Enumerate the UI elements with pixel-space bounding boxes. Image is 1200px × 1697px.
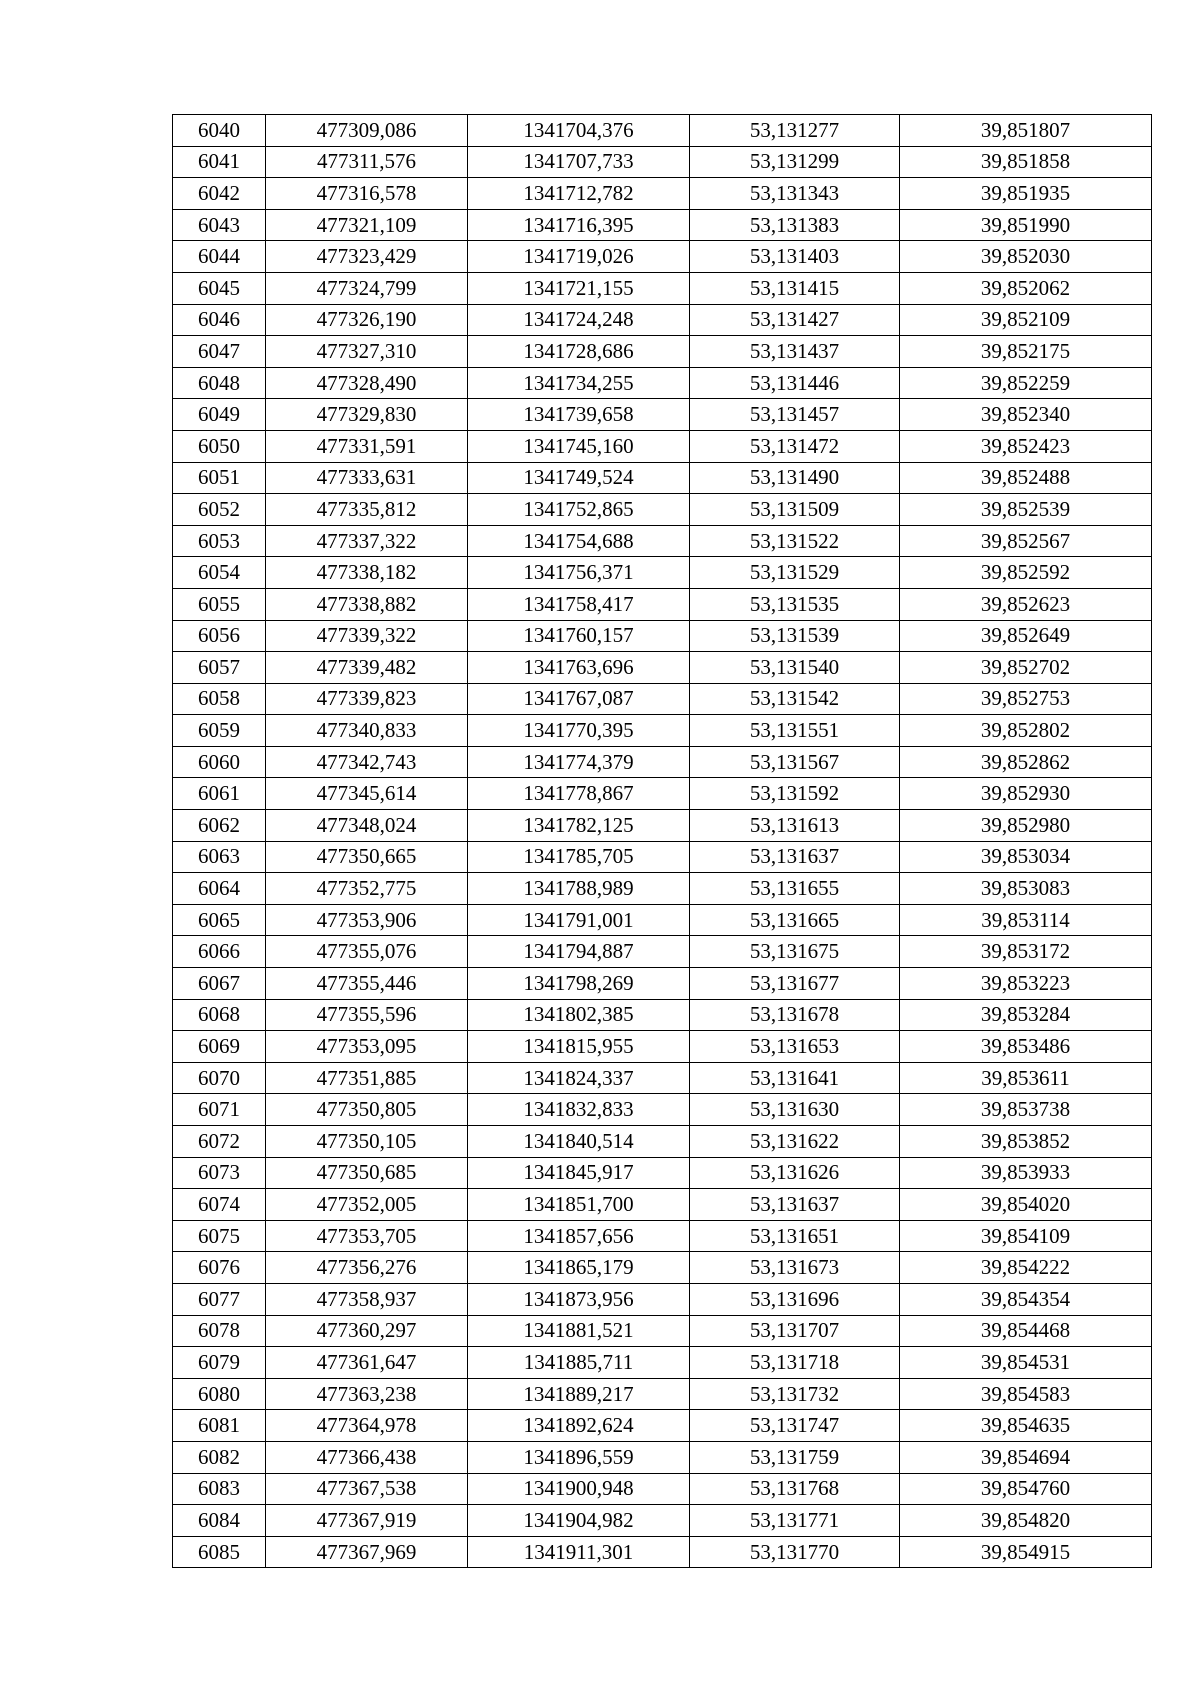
latitude-cell: 53,131677 <box>690 968 900 1000</box>
table-row <box>173 304 1152 336</box>
table-row <box>173 683 1152 715</box>
y-coordinate-cell: 1341745,160 <box>468 430 690 462</box>
point-number-cell: 6084 <box>173 1505 266 1537</box>
table-row <box>173 494 1152 526</box>
longitude-cell: 39,852753 <box>900 683 1152 715</box>
table-row <box>173 1031 1152 1063</box>
point-number-cell: 6043 <box>173 209 266 241</box>
latitude-cell: 53,131383 <box>690 209 900 241</box>
point-number-cell: 6051 <box>173 462 266 494</box>
point-number-cell: 6040 <box>173 115 266 147</box>
longitude-cell: 39,852488 <box>900 462 1152 494</box>
longitude-cell: 39,852423 <box>900 430 1152 462</box>
point-number-cell: 6080 <box>173 1378 266 1410</box>
point-number-cell: 6041 <box>173 146 266 178</box>
point-number-cell: 6050 <box>173 430 266 462</box>
longitude-cell: 39,852980 <box>900 810 1152 842</box>
coordinates-table <box>172 114 1152 1568</box>
x-coordinate-cell: 477333,631 <box>266 462 468 494</box>
x-coordinate-cell: 477353,705 <box>266 1220 468 1252</box>
y-coordinate-cell: 1341734,255 <box>468 367 690 399</box>
latitude-cell: 53,131768 <box>690 1473 900 1505</box>
x-coordinate-cell: 477353,906 <box>266 904 468 936</box>
longitude-cell: 39,852539 <box>900 494 1152 526</box>
point-number-cell: 6046 <box>173 304 266 336</box>
table-row <box>173 1347 1152 1379</box>
y-coordinate-cell: 1341739,658 <box>468 399 690 431</box>
table-row <box>173 1505 1152 1537</box>
point-number-cell: 6042 <box>173 178 266 210</box>
x-coordinate-cell: 477331,591 <box>266 430 468 462</box>
table-row <box>173 746 1152 778</box>
latitude-cell: 53,131613 <box>690 810 900 842</box>
latitude-cell: 53,131427 <box>690 304 900 336</box>
latitude-cell: 53,131535 <box>690 588 900 620</box>
y-coordinate-cell: 1341716,395 <box>468 209 690 241</box>
x-coordinate-cell: 477358,937 <box>266 1283 468 1315</box>
y-coordinate-cell: 1341749,524 <box>468 462 690 494</box>
point-number-cell: 6045 <box>173 272 266 304</box>
point-number-cell: 6085 <box>173 1536 266 1568</box>
longitude-cell: 39,853083 <box>900 873 1152 905</box>
longitude-cell: 39,854915 <box>900 1536 1152 1568</box>
latitude-cell: 53,131759 <box>690 1441 900 1473</box>
y-coordinate-cell: 1341721,155 <box>468 272 690 304</box>
y-coordinate-cell: 1341873,956 <box>468 1283 690 1315</box>
y-coordinate-cell: 1341885,711 <box>468 1347 690 1379</box>
latitude-cell: 53,131637 <box>690 1189 900 1221</box>
latitude-cell: 53,131630 <box>690 1094 900 1126</box>
longitude-cell: 39,853223 <box>900 968 1152 1000</box>
longitude-cell: 39,852702 <box>900 652 1152 684</box>
longitude-cell: 39,851858 <box>900 146 1152 178</box>
point-number-cell: 6068 <box>173 999 266 1031</box>
point-number-cell: 6044 <box>173 241 266 273</box>
latitude-cell: 53,131641 <box>690 1062 900 1094</box>
longitude-cell: 39,852649 <box>900 620 1152 652</box>
table-row <box>173 1062 1152 1094</box>
x-coordinate-cell: 477352,005 <box>266 1189 468 1221</box>
point-number-cell: 6075 <box>173 1220 266 1252</box>
y-coordinate-cell: 1341791,001 <box>468 904 690 936</box>
latitude-cell: 53,131567 <box>690 746 900 778</box>
table-row <box>173 1189 1152 1221</box>
latitude-cell: 53,131707 <box>690 1315 900 1347</box>
longitude-cell: 39,852802 <box>900 715 1152 747</box>
point-number-cell: 6072 <box>173 1126 266 1158</box>
longitude-cell: 39,852862 <box>900 746 1152 778</box>
y-coordinate-cell: 1341881,521 <box>468 1315 690 1347</box>
y-coordinate-cell: 1341889,217 <box>468 1378 690 1410</box>
y-coordinate-cell: 1341719,026 <box>468 241 690 273</box>
x-coordinate-cell: 477367,969 <box>266 1536 468 1568</box>
latitude-cell: 53,131718 <box>690 1347 900 1379</box>
table-row <box>173 399 1152 431</box>
table-row <box>173 367 1152 399</box>
point-number-cell: 6057 <box>173 652 266 684</box>
table-row <box>173 336 1152 368</box>
latitude-cell: 53,131277 <box>690 115 900 147</box>
x-coordinate-cell: 477316,578 <box>266 178 468 210</box>
point-number-cell: 6069 <box>173 1031 266 1063</box>
latitude-cell: 53,131299 <box>690 146 900 178</box>
longitude-cell: 39,854354 <box>900 1283 1152 1315</box>
table-row <box>173 1220 1152 1252</box>
x-coordinate-cell: 477321,109 <box>266 209 468 241</box>
y-coordinate-cell: 1341754,688 <box>468 525 690 557</box>
table-row <box>173 620 1152 652</box>
x-coordinate-cell: 477367,538 <box>266 1473 468 1505</box>
table-row <box>173 115 1152 147</box>
x-coordinate-cell: 477309,086 <box>266 115 468 147</box>
y-coordinate-cell: 1341900,948 <box>468 1473 690 1505</box>
x-coordinate-cell: 477353,095 <box>266 1031 468 1063</box>
latitude-cell: 53,131403 <box>690 241 900 273</box>
y-coordinate-cell: 1341704,376 <box>468 115 690 147</box>
table-row <box>173 999 1152 1031</box>
y-coordinate-cell: 1341896,559 <box>468 1441 690 1473</box>
table-row <box>173 873 1152 905</box>
longitude-cell: 39,851935 <box>900 178 1152 210</box>
y-coordinate-cell: 1341752,865 <box>468 494 690 526</box>
table-row <box>173 178 1152 210</box>
point-number-cell: 6060 <box>173 746 266 778</box>
table-row <box>173 272 1152 304</box>
latitude-cell: 53,131529 <box>690 557 900 589</box>
longitude-cell: 39,852623 <box>900 588 1152 620</box>
y-coordinate-cell: 1341728,686 <box>468 336 690 368</box>
x-coordinate-cell: 477351,885 <box>266 1062 468 1094</box>
y-coordinate-cell: 1341824,337 <box>468 1062 690 1094</box>
point-number-cell: 6052 <box>173 494 266 526</box>
table-row <box>173 1283 1152 1315</box>
latitude-cell: 53,131626 <box>690 1157 900 1189</box>
point-number-cell: 6081 <box>173 1410 266 1442</box>
x-coordinate-cell: 477364,978 <box>266 1410 468 1442</box>
x-coordinate-cell: 477355,076 <box>266 936 468 968</box>
x-coordinate-cell: 477350,685 <box>266 1157 468 1189</box>
y-coordinate-cell: 1341857,656 <box>468 1220 690 1252</box>
point-number-cell: 6047 <box>173 336 266 368</box>
x-coordinate-cell: 477329,830 <box>266 399 468 431</box>
longitude-cell: 39,854109 <box>900 1220 1152 1252</box>
x-coordinate-cell: 477350,805 <box>266 1094 468 1126</box>
y-coordinate-cell: 1341832,833 <box>468 1094 690 1126</box>
latitude-cell: 53,131653 <box>690 1031 900 1063</box>
table-row <box>173 904 1152 936</box>
point-number-cell: 6059 <box>173 715 266 747</box>
latitude-cell: 53,131540 <box>690 652 900 684</box>
latitude-cell: 53,131490 <box>690 462 900 494</box>
x-coordinate-cell: 477339,823 <box>266 683 468 715</box>
longitude-cell: 39,854468 <box>900 1315 1152 1347</box>
x-coordinate-cell: 477361,647 <box>266 1347 468 1379</box>
point-number-cell: 6055 <box>173 588 266 620</box>
latitude-cell: 53,131696 <box>690 1283 900 1315</box>
longitude-cell: 39,854694 <box>900 1441 1152 1473</box>
latitude-cell: 53,131415 <box>690 272 900 304</box>
latitude-cell: 53,131747 <box>690 1410 900 1442</box>
x-coordinate-cell: 477350,665 <box>266 841 468 873</box>
latitude-cell: 53,131343 <box>690 178 900 210</box>
table-row <box>173 778 1152 810</box>
longitude-cell: 39,854635 <box>900 1410 1152 1442</box>
latitude-cell: 53,131673 <box>690 1252 900 1284</box>
y-coordinate-cell: 1341760,157 <box>468 620 690 652</box>
point-number-cell: 6054 <box>173 557 266 589</box>
x-coordinate-cell: 477342,743 <box>266 746 468 778</box>
y-coordinate-cell: 1341802,385 <box>468 999 690 1031</box>
point-number-cell: 6058 <box>173 683 266 715</box>
latitude-cell: 53,131665 <box>690 904 900 936</box>
longitude-cell: 39,853284 <box>900 999 1152 1031</box>
latitude-cell: 53,131437 <box>690 336 900 368</box>
longitude-cell: 39,853738 <box>900 1094 1152 1126</box>
table-row <box>173 1441 1152 1473</box>
latitude-cell: 53,131678 <box>690 999 900 1031</box>
latitude-cell: 53,131542 <box>690 683 900 715</box>
longitude-cell: 39,854820 <box>900 1505 1152 1537</box>
latitude-cell: 53,131446 <box>690 367 900 399</box>
x-coordinate-cell: 477340,833 <box>266 715 468 747</box>
y-coordinate-cell: 1341778,867 <box>468 778 690 810</box>
longitude-cell: 39,854583 <box>900 1378 1152 1410</box>
y-coordinate-cell: 1341904,982 <box>468 1505 690 1537</box>
latitude-cell: 53,131675 <box>690 936 900 968</box>
x-coordinate-cell: 477338,882 <box>266 588 468 620</box>
y-coordinate-cell: 1341865,179 <box>468 1252 690 1284</box>
longitude-cell: 39,853852 <box>900 1126 1152 1158</box>
x-coordinate-cell: 477335,812 <box>266 494 468 526</box>
table-row <box>173 1315 1152 1347</box>
latitude-cell: 53,131592 <box>690 778 900 810</box>
x-coordinate-cell: 477367,919 <box>266 1505 468 1537</box>
y-coordinate-cell: 1341798,269 <box>468 968 690 1000</box>
latitude-cell: 53,131457 <box>690 399 900 431</box>
point-number-cell: 6063 <box>173 841 266 873</box>
latitude-cell: 53,131551 <box>690 715 900 747</box>
point-number-cell: 6077 <box>173 1283 266 1315</box>
y-coordinate-cell: 1341758,417 <box>468 588 690 620</box>
x-coordinate-cell: 477345,614 <box>266 778 468 810</box>
longitude-cell: 39,852930 <box>900 778 1152 810</box>
longitude-cell: 39,852062 <box>900 272 1152 304</box>
table-row <box>173 1126 1152 1158</box>
x-coordinate-cell: 477338,182 <box>266 557 468 589</box>
longitude-cell: 39,854531 <box>900 1347 1152 1379</box>
longitude-cell: 39,851807 <box>900 115 1152 147</box>
longitude-cell: 39,852340 <box>900 399 1152 431</box>
latitude-cell: 53,131509 <box>690 494 900 526</box>
table-row <box>173 588 1152 620</box>
table-row <box>173 715 1152 747</box>
x-coordinate-cell: 477311,576 <box>266 146 468 178</box>
latitude-cell: 53,131472 <box>690 430 900 462</box>
longitude-cell: 39,851990 <box>900 209 1152 241</box>
x-coordinate-cell: 477356,276 <box>266 1252 468 1284</box>
longitude-cell: 39,852592 <box>900 557 1152 589</box>
x-coordinate-cell: 477337,322 <box>266 525 468 557</box>
table-row <box>173 462 1152 494</box>
longitude-cell: 39,853611 <box>900 1062 1152 1094</box>
point-number-cell: 6056 <box>173 620 266 652</box>
y-coordinate-cell: 1341892,624 <box>468 1410 690 1442</box>
point-number-cell: 6062 <box>173 810 266 842</box>
x-coordinate-cell: 477328,490 <box>266 367 468 399</box>
x-coordinate-cell: 477324,799 <box>266 272 468 304</box>
longitude-cell: 39,852030 <box>900 241 1152 273</box>
point-number-cell: 6073 <box>173 1157 266 1189</box>
longitude-cell: 39,853114 <box>900 904 1152 936</box>
x-coordinate-cell: 477339,322 <box>266 620 468 652</box>
point-number-cell: 6061 <box>173 778 266 810</box>
point-number-cell: 6082 <box>173 1441 266 1473</box>
table-row <box>173 430 1152 462</box>
y-coordinate-cell: 1341788,989 <box>468 873 690 905</box>
table-row <box>173 525 1152 557</box>
latitude-cell: 53,131732 <box>690 1378 900 1410</box>
longitude-cell: 39,853933 <box>900 1157 1152 1189</box>
longitude-cell: 39,854222 <box>900 1252 1152 1284</box>
x-coordinate-cell: 477339,482 <box>266 652 468 684</box>
point-number-cell: 6067 <box>173 968 266 1000</box>
latitude-cell: 53,131522 <box>690 525 900 557</box>
latitude-cell: 53,131539 <box>690 620 900 652</box>
x-coordinate-cell: 477355,596 <box>266 999 468 1031</box>
y-coordinate-cell: 1341707,733 <box>468 146 690 178</box>
point-number-cell: 6079 <box>173 1347 266 1379</box>
table-row <box>173 810 1152 842</box>
table-row <box>173 557 1152 589</box>
point-number-cell: 6065 <box>173 904 266 936</box>
table-row <box>173 1378 1152 1410</box>
latitude-cell: 53,131637 <box>690 841 900 873</box>
point-number-cell: 6066 <box>173 936 266 968</box>
table-row <box>173 146 1152 178</box>
longitude-cell: 39,853034 <box>900 841 1152 873</box>
latitude-cell: 53,131770 <box>690 1536 900 1568</box>
point-number-cell: 6078 <box>173 1315 266 1347</box>
table-row <box>173 968 1152 1000</box>
y-coordinate-cell: 1341851,700 <box>468 1189 690 1221</box>
point-number-cell: 6064 <box>173 873 266 905</box>
y-coordinate-cell: 1341911,301 <box>468 1536 690 1568</box>
table-row <box>173 652 1152 684</box>
x-coordinate-cell: 477363,238 <box>266 1378 468 1410</box>
coordinates-table-body <box>173 115 1152 1568</box>
table-row <box>173 209 1152 241</box>
y-coordinate-cell: 1341840,514 <box>468 1126 690 1158</box>
x-coordinate-cell: 477326,190 <box>266 304 468 336</box>
x-coordinate-cell: 477350,105 <box>266 1126 468 1158</box>
table-row <box>173 1473 1152 1505</box>
table-row <box>173 1536 1152 1568</box>
y-coordinate-cell: 1341794,887 <box>468 936 690 968</box>
table-row <box>173 241 1152 273</box>
x-coordinate-cell: 477323,429 <box>266 241 468 273</box>
latitude-cell: 53,131622 <box>690 1126 900 1158</box>
point-number-cell: 6076 <box>173 1252 266 1284</box>
x-coordinate-cell: 477366,438 <box>266 1441 468 1473</box>
point-number-cell: 6083 <box>173 1473 266 1505</box>
longitude-cell: 39,852567 <box>900 525 1152 557</box>
longitude-cell: 39,854020 <box>900 1189 1152 1221</box>
longitude-cell: 39,853486 <box>900 1031 1152 1063</box>
table-row <box>173 936 1152 968</box>
longitude-cell: 39,852259 <box>900 367 1152 399</box>
y-coordinate-cell: 1341815,955 <box>468 1031 690 1063</box>
y-coordinate-cell: 1341785,705 <box>468 841 690 873</box>
x-coordinate-cell: 477355,446 <box>266 968 468 1000</box>
latitude-cell: 53,131771 <box>690 1505 900 1537</box>
x-coordinate-cell: 477348,024 <box>266 810 468 842</box>
point-number-cell: 6053 <box>173 525 266 557</box>
point-number-cell: 6049 <box>173 399 266 431</box>
x-coordinate-cell: 477360,297 <box>266 1315 468 1347</box>
point-number-cell: 6048 <box>173 367 266 399</box>
longitude-cell: 39,852109 <box>900 304 1152 336</box>
table-row <box>173 841 1152 873</box>
y-coordinate-cell: 1341845,917 <box>468 1157 690 1189</box>
table-row <box>173 1094 1152 1126</box>
point-number-cell: 6070 <box>173 1062 266 1094</box>
table-row <box>173 1410 1152 1442</box>
y-coordinate-cell: 1341782,125 <box>468 810 690 842</box>
y-coordinate-cell: 1341712,782 <box>468 178 690 210</box>
table-row <box>173 1252 1152 1284</box>
point-number-cell: 6074 <box>173 1189 266 1221</box>
y-coordinate-cell: 1341724,248 <box>468 304 690 336</box>
x-coordinate-cell: 477327,310 <box>266 336 468 368</box>
longitude-cell: 39,853172 <box>900 936 1152 968</box>
y-coordinate-cell: 1341767,087 <box>468 683 690 715</box>
y-coordinate-cell: 1341770,395 <box>468 715 690 747</box>
longitude-cell: 39,854760 <box>900 1473 1152 1505</box>
longitude-cell: 39,852175 <box>900 336 1152 368</box>
latitude-cell: 53,131651 <box>690 1220 900 1252</box>
y-coordinate-cell: 1341763,696 <box>468 652 690 684</box>
table-row <box>173 1157 1152 1189</box>
latitude-cell: 53,131655 <box>690 873 900 905</box>
point-number-cell: 6071 <box>173 1094 266 1126</box>
x-coordinate-cell: 477352,775 <box>266 873 468 905</box>
y-coordinate-cell: 1341756,371 <box>468 557 690 589</box>
y-coordinate-cell: 1341774,379 <box>468 746 690 778</box>
